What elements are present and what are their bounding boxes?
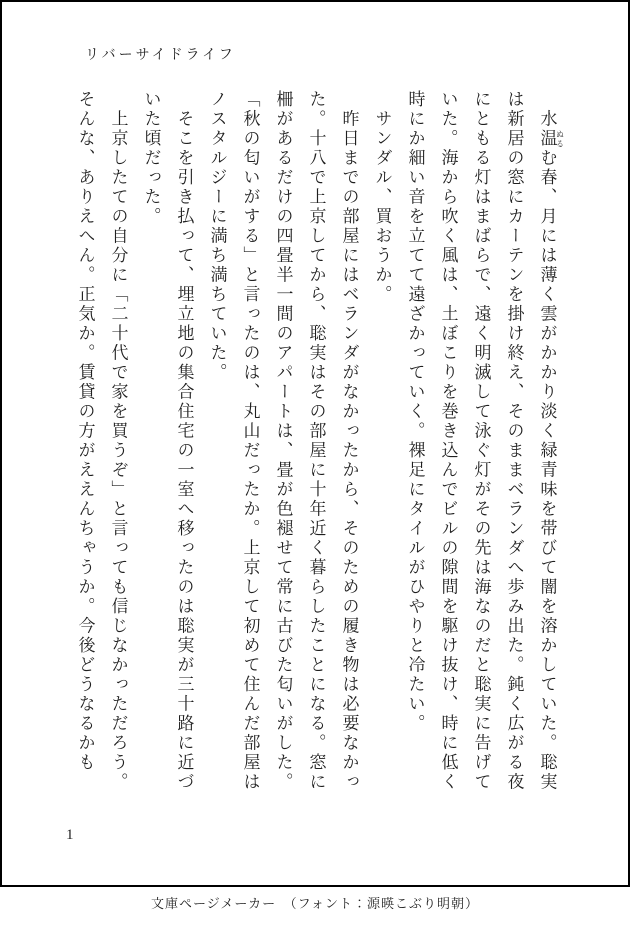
paragraph: 昨日までの部屋にはベランダがなかったから、そのための履き物は必要なかった。十八で上京してから、聡実はその部屋に十年近く暮らしたことになる。窓に柵があるだけの四畳半一間のアパートは、畳が色褪せて常に古びた匂いがした。「秋の匂いがする」と言ったのは、丸山だったか。上京して初めて住んだ部屋はノスタルジーに満ち満ちていた。 xyxy=(207,90,359,792)
paragraph: 上京したての自分に「二十代で家を買うぞ」と言っても信じなかっただろう。そんな、ありえへん。正気か。賃貸の方がええんちゃうか。今後どうなるかも xyxy=(75,90,128,792)
page-title: リバーサイドライフ xyxy=(85,48,236,63)
paragraph: サンダル、買おうか。 xyxy=(372,90,392,305)
ruby-annotation: 温 ぬる xyxy=(537,129,565,149)
paragraph: そこを引き払って、埋立地の集合住宅の一室へ移ったのは聡実が三十路に近づいた頃だった。 xyxy=(141,90,194,792)
body-text xyxy=(69,90,565,796)
page-number: 1 xyxy=(66,827,74,843)
footer-caption: 文庫ページメーカー （フォント：源暎こぶり明朝） xyxy=(151,896,479,911)
paragraph: 水温 ぬるむ春、月には薄く雲がかかり淡く緑青味を帯びて闇を溶かしていた。聡実は新居の窓にカーテンを掛け終え、そのままベランダへ歩み出た。鈍く広がる夜にともる灯はまばらで、遠く明滅して泳ぐ灯がその先は海なのだと聡実に告げていた。海から吹く風は、土ぼこりを巻き込んでビルの隙間を駆け抜け、時に低く時にか細い音を立てて遠ざかっていく。裸足にタイルがひやりと冷たい。 xyxy=(405,90,565,792)
